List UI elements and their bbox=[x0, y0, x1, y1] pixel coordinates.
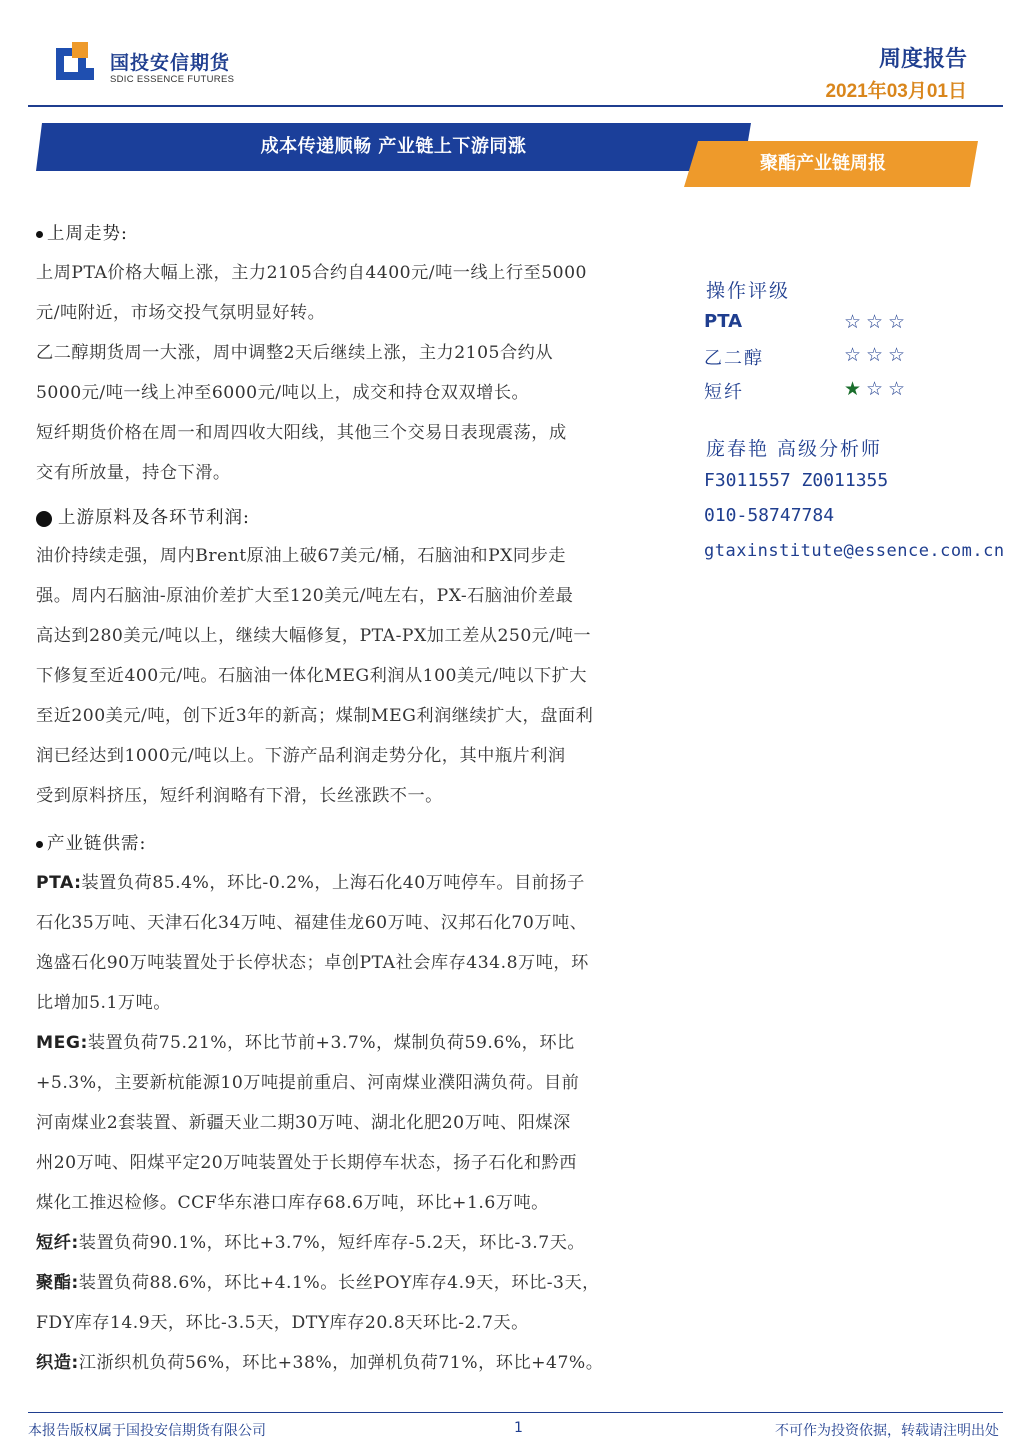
rating-stars bbox=[842, 344, 908, 366]
analyst-phone: 010-58747784 bbox=[704, 505, 835, 526]
logo-chinese-name: 国投安信期货 bbox=[110, 52, 231, 74]
text-line: 下修复至近400元/吨。石脑油一体化MEG利润从100美元/吨以下扩大 bbox=[36, 666, 588, 686]
text-line: 上周PTA价格大幅上涨，主力2105合约自4400元/吨一线上行至5000 bbox=[36, 263, 587, 283]
section-title-supply bbox=[36, 830, 146, 855]
header-divider bbox=[28, 105, 1003, 107]
section-title-text: 上游原料及各环节利润: bbox=[58, 508, 250, 528]
text-line: 石化35万吨、天津石化34万吨、福建佳龙60万吨、汉邦石化70万吨、 bbox=[36, 913, 588, 933]
pta-label: PTA: bbox=[36, 873, 82, 893]
page-number: 1 bbox=[514, 1420, 523, 1436]
text-line: 强。周内石脑油-原油价差扩大至120美元/吨左右，PX-石脑油价差最 bbox=[36, 586, 574, 606]
star-empty-icon: ☆ bbox=[865, 378, 885, 400]
text-line bbox=[36, 1023, 646, 1063]
psf-text: 装置负荷90.1%，环比+3.7%，短纤库存-5.2天，环比-3.7天。 bbox=[78, 1233, 586, 1253]
section-title-text: 产业链供需: bbox=[47, 834, 147, 854]
star-filled-icon: ★ bbox=[843, 378, 863, 400]
footer-copyright: 本报告版权属于国投安信期货有限公司 bbox=[28, 1423, 266, 1439]
star-empty-icon: ☆ bbox=[865, 344, 885, 366]
rating-row-meg bbox=[704, 344, 964, 372]
text-line: 河南煤业2套装置、新疆天业二期30万吨、湖北化肥20万吨、阳煤深 bbox=[36, 1113, 571, 1133]
report-title: 成本传递顺畅 产业链上下游同涨 bbox=[260, 136, 527, 157]
section-title-text: 上周走势: bbox=[47, 224, 128, 244]
text-line: 受到原料挤压，短纤利润略有下滑，长丝涨跌不一。 bbox=[36, 786, 443, 806]
section-title-profit bbox=[36, 504, 250, 529]
rating-stars bbox=[842, 311, 908, 333]
rating-label: 乙二醇 bbox=[704, 348, 764, 369]
text-line bbox=[36, 1263, 646, 1303]
bullet-icon bbox=[36, 841, 43, 848]
rating-heading: 操作评级 bbox=[706, 280, 791, 302]
paragraph-trend bbox=[36, 253, 646, 493]
bullet-icon bbox=[36, 511, 52, 527]
report-subtitle: 聚酯产业链周报 bbox=[760, 153, 886, 174]
text-line: 短纤期货价格在周一和周四收大阳线，其他三个交易日表现震荡，成 bbox=[36, 423, 567, 443]
analyst-license: F3011557 Z0011355 bbox=[704, 470, 889, 491]
text-line: 煤化工推迟检修。CCF华东港口库存68.6万吨，环比+1.6万吨。 bbox=[36, 1193, 549, 1213]
text-line: +5.3%，主要新杭能源10万吨提前重启、河南煤业濮阳满负荷。目前 bbox=[36, 1073, 580, 1093]
text-line: 逸盛石化90万吨装置处于长停状态；卓创PTA社会库存434.8万吨，环 bbox=[36, 953, 589, 973]
text-line: 比增加5.1万吨。 bbox=[36, 993, 171, 1013]
rating-label: 短纤 bbox=[704, 382, 744, 403]
text-line bbox=[36, 1223, 646, 1263]
rating-row-pta bbox=[704, 311, 964, 339]
star-empty-icon: ☆ bbox=[887, 378, 907, 400]
text-line bbox=[36, 1343, 646, 1383]
weaving-text: 江浙织机负荷56%，环比+38%，加弹机负荷71%，环比+47%。 bbox=[78, 1353, 604, 1373]
footer-disclaimer: 不可作为投资依据，转载请注明出处 bbox=[775, 1423, 999, 1439]
star-empty-icon: ☆ bbox=[865, 311, 885, 333]
rating-row-psf bbox=[704, 378, 964, 406]
rating-stars bbox=[842, 378, 908, 400]
analyst-name: 庞春艳 高级分析师 bbox=[706, 438, 883, 460]
logo-mark-icon bbox=[56, 42, 102, 86]
text-line: 元/吨附近，市场交投气氛明显好转。 bbox=[36, 303, 326, 323]
company-logo bbox=[56, 42, 276, 90]
text-line: 州20万吨、阳煤平定20万吨装置处于长期停车状态，扬子石化和黔西 bbox=[36, 1153, 577, 1173]
rating-label: PTA bbox=[704, 311, 743, 332]
polyester-text: 装置负荷88.6%，环比+4.1%。长丝POY库存4.9天，环比-3天， bbox=[78, 1273, 600, 1293]
meg-label: MEG: bbox=[36, 1033, 88, 1053]
star-empty-icon: ☆ bbox=[887, 311, 907, 333]
section-title-trend bbox=[36, 220, 128, 245]
text-line: 交有所放量，持仓下滑。 bbox=[36, 463, 231, 483]
footer-divider bbox=[28, 1412, 1003, 1413]
star-empty-icon: ☆ bbox=[843, 344, 863, 366]
text-line bbox=[36, 863, 646, 903]
star-empty-icon: ☆ bbox=[887, 344, 907, 366]
paragraph-supply bbox=[36, 863, 646, 1383]
text-line: 油价持续走强，周内Brent原油上破67美元/桶，石脑油和PX同步走 bbox=[36, 546, 566, 566]
polyester-label: 聚酯: bbox=[36, 1273, 79, 1293]
report-type: 周度报告 bbox=[878, 47, 967, 72]
star-empty-icon: ☆ bbox=[843, 311, 863, 333]
text-line: 润已经达到1000元/吨以上。下游产品利润走势分化，其中瓶片利润 bbox=[36, 746, 566, 766]
text-line: 乙二醇期货周一大涨，周中调整2天后继续上涨，主力2105合约从 bbox=[36, 343, 554, 363]
text-line: 高达到280美元/吨以上，继续大幅修复，PTA-PX加工差从250元/吨一 bbox=[36, 626, 592, 646]
logo-english-name: SDIC ESSENCE FUTURES bbox=[110, 74, 235, 85]
text-line: 5000元/吨一线上冲至6000元/吨以上，成交和持仓双双增长。 bbox=[36, 383, 530, 403]
analyst-email[interactable]: gtaxinstitute@essence.com.cn bbox=[704, 541, 1005, 561]
psf-label: 短纤: bbox=[36, 1233, 79, 1253]
bullet-icon bbox=[36, 231, 43, 238]
text-line: 至近200美元/吨，创下近3年的新高；煤制MEG利润继续扩大，盘面利 bbox=[36, 706, 594, 726]
pta-text: 装置负荷85.4%，环比-0.2%，上海石化40万吨停车。目前扬子 bbox=[81, 873, 585, 893]
meg-text: 装置负荷75.21%，环比节前+3.7%，煤制负荷59.6%，环比 bbox=[87, 1033, 575, 1053]
text-line: FDY库存14.9天，环比-3.5天，DTY库存20.8天环比-2.7天。 bbox=[36, 1313, 529, 1333]
report-date: 2021年03月01日 bbox=[825, 81, 967, 102]
weaving-label: 织造: bbox=[36, 1353, 79, 1373]
paragraph-profit bbox=[36, 536, 646, 816]
